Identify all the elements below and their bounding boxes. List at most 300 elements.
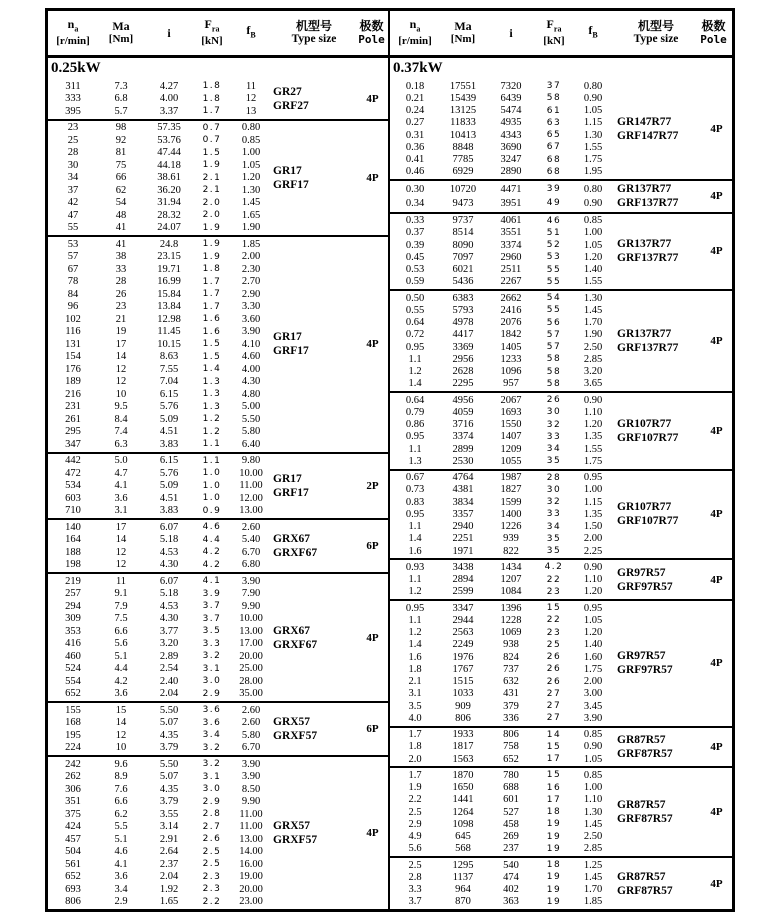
cell-fb: 4.30 [241, 376, 261, 388]
cell-i: 2267 [500, 276, 522, 288]
cell-na: 4.0 [408, 712, 422, 724]
cell-na: 78 [67, 276, 79, 288]
type-size-line1: GR87R57 [617, 799, 666, 812]
type-size-line1: GR147R77 [617, 116, 672, 128]
cell-fra: 15 [546, 741, 562, 752]
motor-block [390, 858, 732, 909]
cell-ma: 1976 [452, 651, 474, 663]
cell-fra: 3.3 [202, 638, 222, 649]
cell-fra: 26 [546, 676, 562, 687]
cell-ma: 38 [115, 251, 127, 263]
cell-ma: 5.6 [114, 638, 128, 650]
cell-fra: 1.8 [202, 93, 222, 104]
cell-fb: 9.80 [241, 455, 261, 467]
cell-i: 3.37 [159, 105, 179, 117]
cell-fb: 20.00 [239, 883, 263, 895]
cell-i: 5.09 [159, 413, 179, 425]
table-row [48, 122, 273, 135]
cell-ma: 11 [115, 575, 127, 587]
cell-ma: 3438 [452, 561, 474, 573]
cell-fra: 3.1 [202, 663, 222, 674]
cell-ma: 12 [115, 363, 127, 375]
cell-fra: 4.4 [202, 534, 222, 545]
col-header-pole: 极数 Pole [700, 19, 727, 46]
pole-cell: 4P [710, 245, 723, 258]
cell-i: 652 [503, 753, 519, 765]
cell-ma: 4381 [452, 484, 474, 496]
cell-fb: 2.90 [241, 288, 261, 300]
cell-i: 23.15 [157, 251, 181, 263]
cell-fra: 58 [546, 378, 562, 389]
cell-fb: 1.75 [583, 663, 603, 675]
cell-fra: 1.1 [202, 439, 222, 450]
cell-ma: 5.0 [114, 455, 128, 467]
cell-na: 0.67 [405, 472, 425, 484]
block-rows [48, 703, 273, 755]
table-row [48, 480, 273, 493]
cell-fra: 2.1 [202, 185, 222, 196]
cell-fb: 19.00 [239, 871, 263, 883]
cell-na: 0.46 [405, 166, 425, 178]
cell-na: 524 [65, 663, 81, 675]
cell-ma: 12 [115, 376, 127, 388]
cell-na: 442 [65, 455, 81, 467]
cell-i: 31.94 [157, 197, 181, 209]
table-row [390, 304, 617, 316]
cell-fra: 33 [546, 509, 562, 520]
cell-ma: 1264 [452, 806, 474, 818]
cell-na: 154 [65, 351, 81, 363]
motor-block [390, 471, 732, 561]
cell-fb: 1.60 [583, 651, 603, 663]
cell-i: 758 [503, 741, 519, 753]
block-rows [48, 757, 273, 909]
cell-i: 5.07 [159, 717, 179, 729]
table-row [390, 317, 617, 329]
table-row [390, 712, 617, 724]
cell-ma: 1098 [452, 818, 474, 830]
table-row [48, 238, 273, 251]
type-size-line1: GRX67 [273, 533, 311, 545]
cell-na: 472 [65, 467, 81, 479]
cell-fra: 54 [546, 293, 562, 304]
cell-ma: 8.4 [114, 413, 128, 425]
cell-fb: 1.55 [583, 141, 603, 153]
table-row [48, 783, 273, 796]
cell-i: 1827 [500, 484, 522, 496]
table-row [48, 438, 273, 451]
table-row [390, 496, 617, 508]
pole-cell: 2P [366, 479, 379, 492]
cell-na: 0.27 [405, 117, 425, 129]
table-row [48, 363, 273, 376]
cell-ma: 6021 [452, 264, 474, 276]
col-header-fra: $F_{ra}$ [kN] [543, 16, 565, 48]
cell-fra: 2.5 [202, 859, 222, 870]
block-rows [48, 574, 273, 701]
block-rows [390, 471, 617, 559]
cell-fra: 2.9 [202, 688, 222, 699]
cell-fb: 6.70 [241, 742, 261, 754]
motor-block [390, 768, 732, 858]
cell-fra: 3.0 [202, 784, 222, 795]
cell-fb: 1.10 [583, 574, 603, 586]
table-row [390, 663, 617, 675]
cell-na: 1.8 [408, 741, 422, 753]
motor-block [48, 703, 388, 757]
cell-ma: 2628 [452, 366, 474, 378]
type-size-line2: GRF87R57 [617, 884, 673, 897]
table-row [48, 184, 273, 197]
table-row [390, 794, 617, 806]
cell-na: 0.95 [405, 508, 425, 520]
cell-fb: 11.00 [239, 808, 263, 820]
cell-ma: 806 [455, 712, 471, 724]
cell-fb: 11.00 [239, 480, 263, 492]
table-row [390, 561, 617, 573]
table-row [390, 431, 617, 443]
cell-fra: 1.7 [202, 289, 222, 300]
table-row [48, 704, 273, 717]
cell-fb: 1.40 [583, 264, 603, 276]
cell-fb: 1.70 [583, 317, 603, 329]
pole-cell: 4P [366, 631, 379, 644]
cell-fb: 2.60 [241, 717, 261, 729]
table-row [48, 338, 273, 351]
cell-fb: 28.00 [239, 675, 263, 687]
type-size-cell [617, 393, 701, 469]
cell-fb: 4.80 [241, 388, 261, 400]
pole-cell: 4P [710, 740, 723, 753]
table-row [48, 871, 273, 884]
cell-fra: 58 [546, 93, 562, 104]
table-row [48, 638, 273, 651]
cell-ma: 10413 [449, 129, 477, 141]
table-row [48, 821, 273, 834]
cell-i: 5.76 [159, 401, 179, 413]
cell-fra: 16 [546, 782, 562, 793]
cell-fb: 2.30 [241, 263, 261, 275]
table-row [390, 329, 617, 341]
cell-fb: 0.95 [583, 472, 603, 484]
cell-fb: 25.00 [239, 663, 263, 675]
cell-fra: 33 [546, 431, 562, 442]
cell-na: 2.8 [408, 871, 422, 883]
cell-ma: 7.5 [114, 613, 128, 625]
cell-fra: 4.2 [544, 562, 564, 573]
cell-ma: 1563 [452, 753, 474, 765]
table-row [48, 301, 273, 314]
cell-na: 2.9 [408, 818, 422, 830]
cell-ma: 2.9 [114, 896, 128, 908]
cell-i: 1407 [500, 431, 522, 443]
cell-ma: 7.3 [114, 80, 128, 92]
cell-i: 2.04 [159, 871, 179, 883]
cell-na: 3.3 [408, 884, 422, 896]
cell-ma: 3374 [452, 431, 474, 443]
cell-fra: 0.9 [202, 505, 222, 516]
cell-i: 3690 [500, 141, 522, 153]
cell-i: 4935 [500, 117, 522, 129]
cell-i: 2960 [500, 251, 522, 263]
cell-i: 24.8 [159, 238, 179, 250]
cell-i: 24.07 [157, 222, 181, 234]
type-size-line2: GRF87R57 [617, 813, 673, 826]
cell-na: 102 [65, 313, 81, 325]
table-row [48, 388, 273, 401]
motor-block [390, 79, 732, 181]
cell-fra: 26 [546, 664, 562, 675]
table-row [390, 627, 617, 639]
table-row [390, 353, 617, 365]
table-row [48, 159, 273, 172]
block-rows [390, 291, 617, 391]
cell-fra: 0.7 [202, 122, 222, 133]
cell-ma: 14 [115, 717, 127, 729]
cell-na: 294 [65, 600, 81, 612]
cell-ma: 17 [115, 338, 127, 350]
cell-fb: 35.00 [239, 688, 263, 700]
cell-i: 1233 [500, 353, 522, 365]
cell-ma: 62 [115, 184, 127, 196]
cell-na: 140 [65, 521, 81, 533]
block-rows [390, 601, 617, 726]
cell-fb: 1.45 [583, 871, 603, 883]
cell-na: 333 [65, 93, 81, 105]
cell-fb: 2.85 [583, 843, 603, 855]
motor-block [390, 560, 732, 601]
pole-cell: 4P [710, 424, 723, 437]
cell-fb: 1.90 [583, 329, 603, 341]
cell-na: 504 [65, 846, 81, 858]
cell-na: 0.24 [405, 105, 425, 117]
cell-fb: 12.00 [239, 492, 263, 504]
type-size-cell [617, 214, 701, 290]
cell-fra: 19 [546, 831, 562, 842]
cell-i: 4.35 [159, 783, 179, 795]
cell-ma: 15439 [449, 92, 477, 104]
cell-fra: 2.7 [202, 821, 222, 832]
table-row [390, 896, 617, 908]
cell-i: 5.09 [159, 480, 179, 492]
cell-fb: 2.50 [583, 341, 603, 353]
col-header-pole: 极数 Pole [358, 19, 385, 46]
cell-ma: 6.8 [114, 93, 128, 105]
cell-na: 2.1 [408, 676, 422, 688]
cell-fra: 1.8 [202, 264, 222, 275]
cell-ma: 9.5 [114, 401, 128, 413]
cell-ma: 1033 [452, 688, 474, 700]
cell-fb: 1.30 [583, 292, 603, 304]
cell-ma: 14 [115, 534, 127, 546]
cell-fb: 2.00 [241, 251, 261, 263]
table-row [48, 663, 273, 676]
cell-na: 0.33 [405, 215, 425, 227]
block-rows [48, 237, 273, 452]
cell-na: 0.73 [405, 484, 425, 496]
cell-fra: 2.3 [202, 884, 222, 895]
cell-fb: 1.05 [583, 239, 603, 251]
cell-fb: 0.85 [583, 769, 603, 781]
cell-i: 36.20 [157, 184, 181, 196]
cell-i: 780 [503, 769, 519, 781]
table-row [390, 831, 617, 843]
table-row [390, 406, 617, 418]
cell-na: 460 [65, 650, 81, 662]
cell-ma: 8090 [452, 239, 474, 251]
table-row [48, 209, 273, 222]
cell-fb: 1.65 [241, 209, 261, 221]
cell-na: 257 [65, 588, 81, 600]
cell-i: 938 [503, 639, 519, 651]
table-row [390, 843, 617, 855]
table-row [48, 426, 273, 439]
cell-fb: 5.80 [241, 729, 261, 741]
table-row [48, 717, 273, 730]
table-row [390, 484, 617, 496]
cell-fb: 5.40 [241, 534, 261, 546]
cell-fra: 1.5 [202, 351, 222, 362]
cell-i: 2.64 [159, 846, 179, 858]
cell-fra: 3.5 [202, 626, 222, 637]
cell-fra: 3.0 [202, 676, 222, 687]
cell-fb: 1.75 [583, 455, 603, 467]
cell-ma: 4.1 [114, 858, 128, 870]
table-row [48, 105, 273, 118]
cell-i: 1842 [500, 329, 522, 341]
cell-i: 3.79 [159, 796, 179, 808]
table-row [390, 378, 617, 390]
table-row [390, 741, 617, 753]
cell-na: 1.4 [408, 378, 422, 390]
cell-fra: 3.1 [202, 771, 222, 782]
cell-na: 652 [65, 688, 81, 700]
cell-fb: 13 [245, 105, 257, 117]
table-row [48, 172, 273, 185]
table-half-025kw [48, 11, 390, 909]
type-size-line1: GR97R57 [617, 566, 666, 579]
cell-fb: 13.00 [239, 625, 263, 637]
type-size-line2: GRF137R77 [617, 197, 679, 210]
table-row [390, 394, 617, 406]
cell-i: 431 [503, 688, 519, 700]
cell-ma: 10 [115, 388, 127, 400]
cell-na: 42 [67, 197, 79, 209]
cell-fra: 55 [546, 264, 562, 275]
cell-ma: 2894 [452, 574, 474, 586]
table-row [48, 521, 273, 534]
type-size-line2: GRF17 [273, 345, 309, 358]
pole-cell: 4P [366, 827, 379, 839]
cell-ma: 2899 [452, 443, 474, 455]
block-rows [390, 858, 617, 909]
table-row [48, 276, 273, 289]
cell-fra: 1.8 [202, 81, 222, 92]
cell-ma: 21 [115, 313, 127, 325]
cell-fra: 1.3 [202, 401, 222, 412]
cell-fb: 1.20 [241, 172, 261, 184]
cell-fb: 10.00 [239, 467, 263, 479]
type-size-line1: GR17 [273, 472, 302, 485]
table-row [390, 602, 617, 614]
block-rows [48, 520, 273, 572]
cell-na: 0.95 [405, 602, 425, 614]
cell-fra: 65 [546, 130, 562, 141]
cell-fra: 2.8 [202, 809, 222, 820]
cell-fb: 1.20 [583, 627, 603, 639]
cell-fra: 3.2 [202, 651, 222, 662]
cell-ma: 4764 [452, 472, 474, 484]
type-size-cell [273, 79, 357, 119]
type-size-cell [273, 574, 357, 701]
cell-i: 3.14 [159, 821, 179, 833]
cell-ma: 4.6 [114, 846, 128, 858]
cell-fra: 3.6 [202, 717, 222, 728]
cell-fra: 49 [546, 198, 562, 209]
cell-fra: 1.2 [202, 414, 222, 425]
type-size-line1: GRX57 [273, 820, 311, 832]
cell-na: 1.6 [408, 545, 422, 557]
table-row [48, 263, 273, 276]
cell-ma: 9737 [452, 215, 474, 227]
cell-na: 4.9 [408, 831, 422, 843]
table-row [390, 154, 617, 166]
table-row [390, 651, 617, 663]
cell-i: 4.27 [159, 80, 179, 92]
cell-i: 1055 [500, 455, 522, 467]
cell-na: 155 [65, 704, 81, 716]
cell-ma: 3.4 [114, 883, 128, 895]
cell-i: 4.35 [159, 729, 179, 741]
cell-ma: 3716 [452, 419, 474, 431]
type-size-line2: GRF87R57 [617, 747, 673, 760]
cell-na: 262 [65, 771, 81, 783]
blocks-025kw [48, 79, 388, 909]
cell-i: 269 [503, 831, 519, 843]
cell-ma: 2295 [452, 378, 474, 390]
pole-cell: 4P [710, 877, 723, 890]
cell-fra: 46 [546, 215, 562, 226]
cell-fb: 0.85 [583, 215, 603, 227]
block-rows [48, 121, 273, 236]
cell-fb: 1.10 [583, 406, 603, 418]
cell-fb: 1.70 [583, 884, 603, 896]
table-row [390, 545, 617, 557]
table-row [390, 753, 617, 765]
cell-fra: 52 [546, 240, 562, 251]
cell-fra: 55 [546, 276, 562, 287]
cell-fra: 1.9 [202, 222, 222, 233]
cell-ma: 98 [115, 122, 127, 134]
type-size-cell [617, 858, 701, 909]
pole-cell: 6P [366, 540, 379, 552]
cell-i: 632 [503, 676, 519, 688]
cell-ma: 23 [115, 301, 127, 313]
cell-fra: 27 [546, 688, 562, 699]
cell-i: 1.92 [159, 883, 179, 895]
cell-i: 4343 [500, 129, 522, 141]
motor-block [48, 757, 388, 909]
table-row [390, 818, 617, 830]
cell-i: 8.63 [159, 351, 179, 363]
cell-fra: 1.3 [202, 376, 222, 387]
table-row [48, 505, 273, 518]
cell-i: 6.07 [159, 575, 179, 587]
cell-na: 0.53 [405, 264, 425, 276]
cell-ma: 909 [455, 700, 471, 712]
cell-fb: 1.90 [241, 222, 261, 234]
motor-block [390, 291, 732, 393]
